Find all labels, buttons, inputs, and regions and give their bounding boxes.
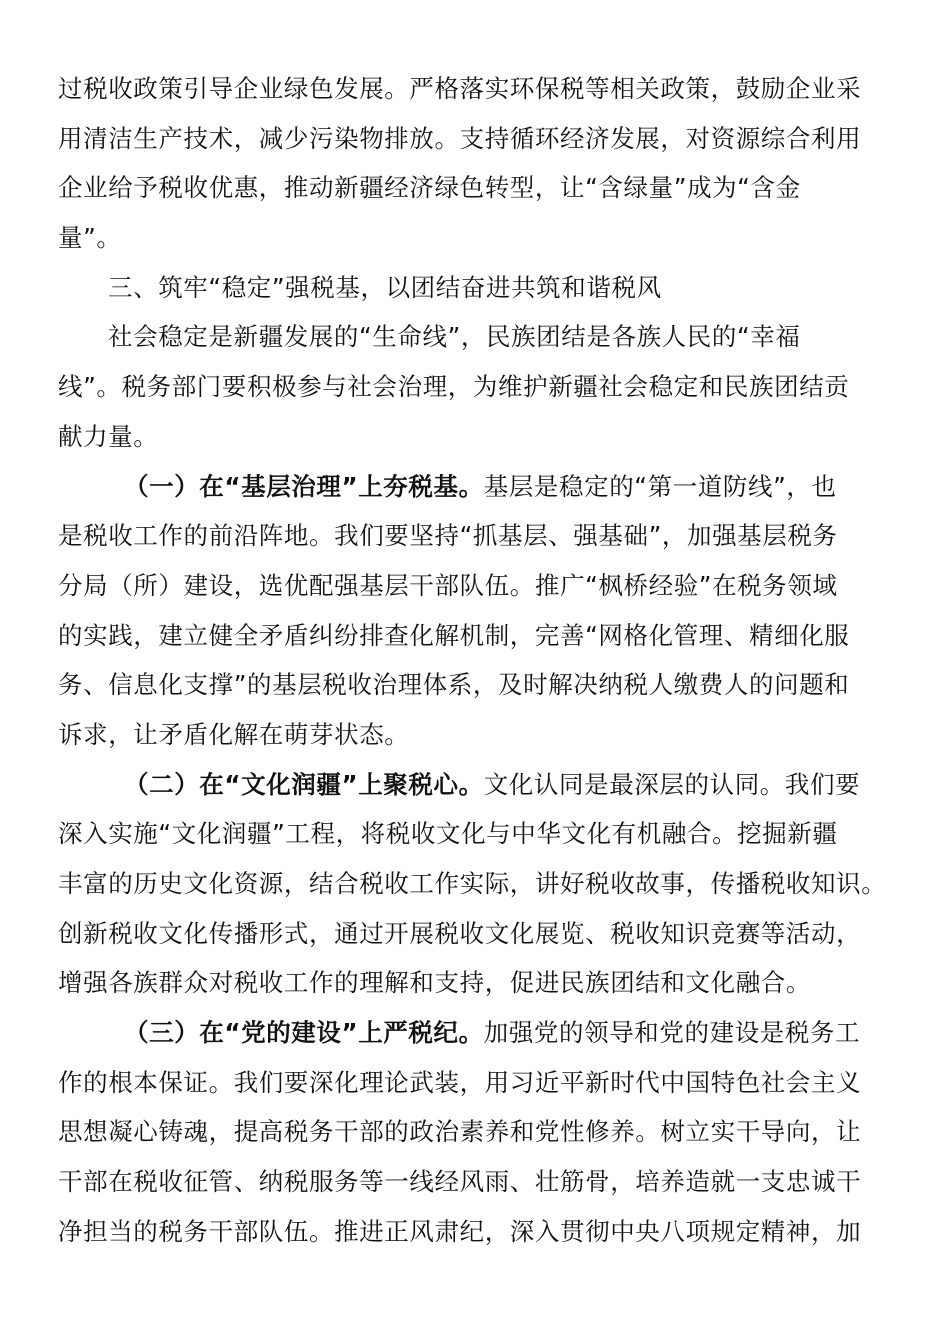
text-line: 诉求，让矛盾化解在萌芽状态。 xyxy=(58,719,410,749)
section-heading-three: 三、筑牢“稳定”强税基，以团结奋进共筑和谐税风 xyxy=(108,272,662,302)
text-line: 创新税收文化传播形式，通过开展税收文化展览、税收知识竞赛等活动， xyxy=(58,918,862,948)
text-line: 过税收政策引导企业绿色发展。严格落实环保税等相关政策，鼓励企业采 xyxy=(58,74,862,103)
text-line: 是税收工作的前沿阵地。我们要坚持“抓基层、强基础”，加强基层税务 xyxy=(58,521,838,551)
subsection-title: （二）在“文化润疆”上聚税心。 xyxy=(124,769,484,799)
text-line: 务、信息化支撑”的基层税收治理体系，及时解决纳税人缴费人的问题和 xyxy=(58,670,850,700)
text-line: 用清洁生产技术，减少污染物排放。支持循环经济发展，对资源综合利用 xyxy=(58,123,862,153)
text-line: 丰富的历史文化资源，结合税收工作实际，讲好税收故事，传播税收知识。 xyxy=(58,869,887,898)
text-line: 干部在税收征管、纳税服务等一线经风雨、壮筋骨，培养造就一支忠诚干 xyxy=(58,1167,862,1197)
text-line: 作的根本保证。我们要深化理论武装，用习近平新时代中国特色社会主义 xyxy=(58,1067,862,1097)
subsection-grassroots-governance xyxy=(58,462,898,760)
text-line xyxy=(58,760,898,810)
text-line: 深入实施“文化润疆”工程，将税收文化与中华文化有机融合。挖掘新疆 xyxy=(58,819,838,849)
text-line: 思想凝心铸魂，提高税务干部的政治素养和党性修养。树立实干导向，让 xyxy=(58,1117,862,1147)
document-page xyxy=(58,64,898,1257)
text-run: 加强党的领导和党的建设是税务工 xyxy=(483,1018,861,1048)
text-line: 线”。税务部门要积极参与社会治理，为维护新疆社会稳定和民族团结贡 xyxy=(58,372,850,402)
text-line: 增强各族群众对税收工作的理解和支持，促进民族团结和文化融合。 xyxy=(58,968,811,998)
text-line xyxy=(58,1008,898,1058)
text-run: 基层是稳定的“第一道防线”，也 xyxy=(483,471,837,501)
subsection-title: （一）在“基层治理”上夯税基。 xyxy=(124,471,484,501)
text-run: 文化认同是最深层的认同。我们要 xyxy=(483,769,861,799)
text-line: 分局（所）建设，选优配强基层干部队伍。推广“枫桥经验”在税务领域 xyxy=(58,570,838,600)
subsection-cultural-xinjiang xyxy=(58,760,898,1008)
text-line: 净担当的税务干部队伍。推进正风肃纪，深入贯彻中央八项规定精神，加 xyxy=(58,1216,862,1246)
text-line: 量”。 xyxy=(58,223,122,253)
text-line: 的实践，建立健全矛盾纠纷排查化解机制，完善“网格化管理、精细化服 xyxy=(58,620,850,650)
text-line: 企业给予税收优惠，推动新疆经济绿色转型，让“含绿量”成为“含金 xyxy=(58,173,801,203)
text-line: 社会稳定是新疆发展的“生命线”，民族团结是各族人民的“幸福 xyxy=(108,322,801,352)
text-line xyxy=(58,462,898,512)
paragraph-social-stability xyxy=(58,312,898,461)
subsection-party-building xyxy=(58,1008,898,1256)
paragraph-green-development xyxy=(58,64,898,263)
text-line: 献力量。 xyxy=(58,421,159,451)
subsection-title: （三）在“党的建设”上严税纪。 xyxy=(124,1018,484,1048)
